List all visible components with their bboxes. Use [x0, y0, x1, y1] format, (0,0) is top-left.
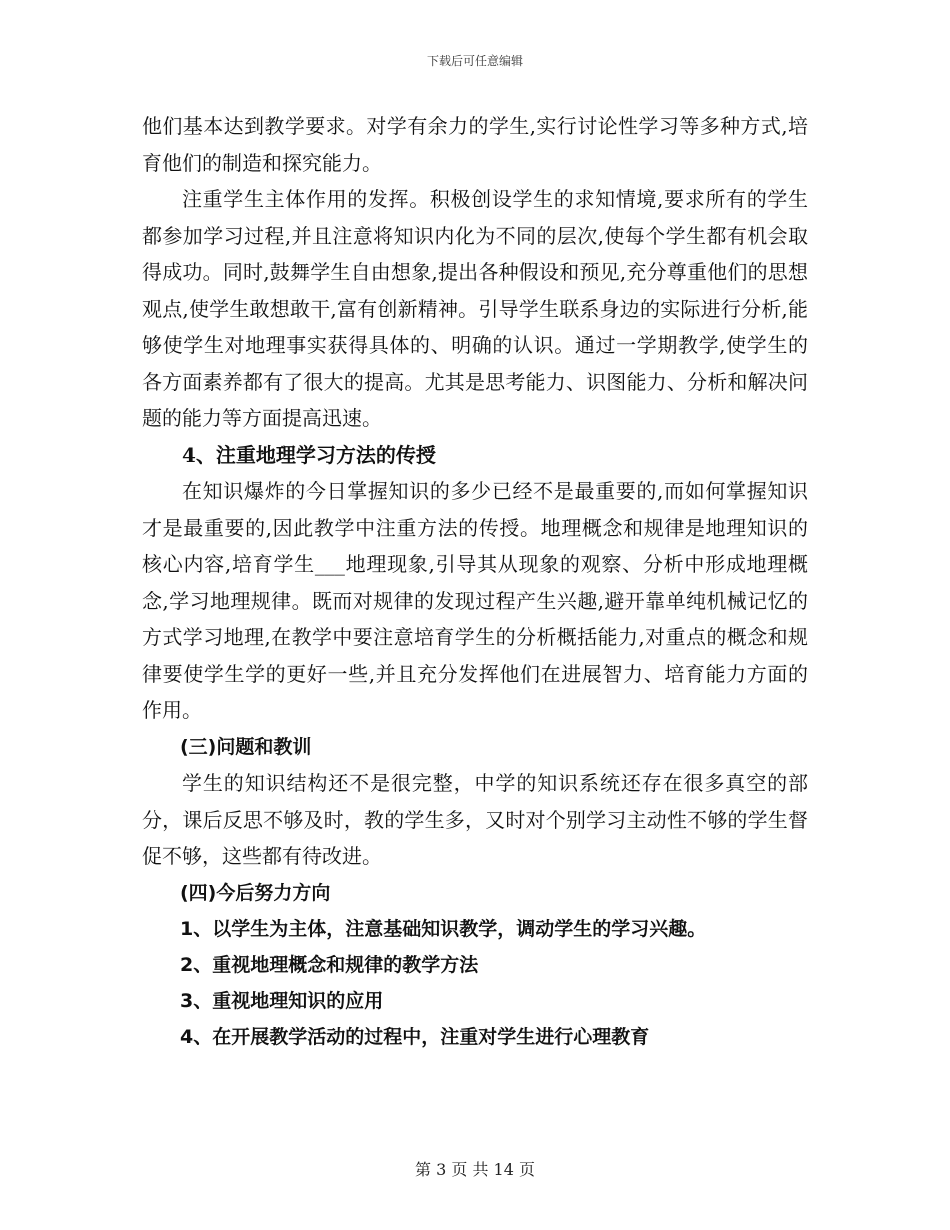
list-item: 4、在开展教学活动的过程中，注重对学生进行心理教育 [180, 1026, 650, 1048]
section-heading-problems: (三)问题和教训 [180, 735, 312, 758]
paragraph-methods: 在知识爆炸的今日掌握知识的多少已经不是最重要的,而如何掌握知识才是最重要的,因此教学中注重方法的传授。地理概念和规律是地理知识的核心内容,培育学生___地理现象,引导其从现象的观察、分析中形成地理概念,学习地理规律。既而对规律的发现过程产生兴趣,避开靠单纯机械记忆的方式学习地理,在教学中要注意培育学生的分析概括能力,对重点的概念和规律要使学生学的更好一些,并且充分发挥他们在进展智力、培育能力方面的作用。 [142, 479, 808, 722]
section-heading-future: (四)今后努力方向 [180, 881, 331, 904]
list-item: 2、重视地理概念和规律的教学方法 [180, 954, 479, 976]
paragraph-student-role: 注重学生主体作用的发挥。积极创设学生的求知情境,要求所有的学生都参加学习过程,并且注意将知识内化为不同的层次,使每个学生都有机会取得成功。同时,鼓舞学生自由想象,提出各种假设和预见,充分尊重他们的思想观点,使学生敢想敢干,富有创新精神。引导学生联系身边的实际进行分析,能够使学生对地理事实获得具体的、明确的认识。通过一学期教学,使学生的各方面素养都有了很大的提高。尤其是思考能力、识图能力、分析和解决问题的能力等方面提高迅速。 [142, 187, 808, 430]
list-item: 3、重视地理知识的应用 [180, 990, 384, 1012]
paragraph-continuation: 他们基本达到教学要求。对学有余力的学生,实行讨论性学习等多种方式,培育他们的制造和探究能力。 [142, 114, 808, 175]
page-header: 下载后可任意编辑 [426, 54, 523, 68]
list-item: 1、以学生为主体，注意基础知识教学，调动学生的学习兴趣。 [180, 918, 707, 940]
document-body [142, 108, 808, 1055]
paragraph-problems: 学生的知识结构还不是很完整，中学的知识系统还存在很多真空的部分，课后反思不够及时，教的学生多，又时对个别学习主动性不够的学生督促不够，这些都有待改进。 [142, 771, 808, 868]
page-number: 第 3 页 共 14 页 [415, 1160, 535, 1179]
section-heading-methods: 4、注重地理学习方法的传授 [182, 442, 436, 467]
